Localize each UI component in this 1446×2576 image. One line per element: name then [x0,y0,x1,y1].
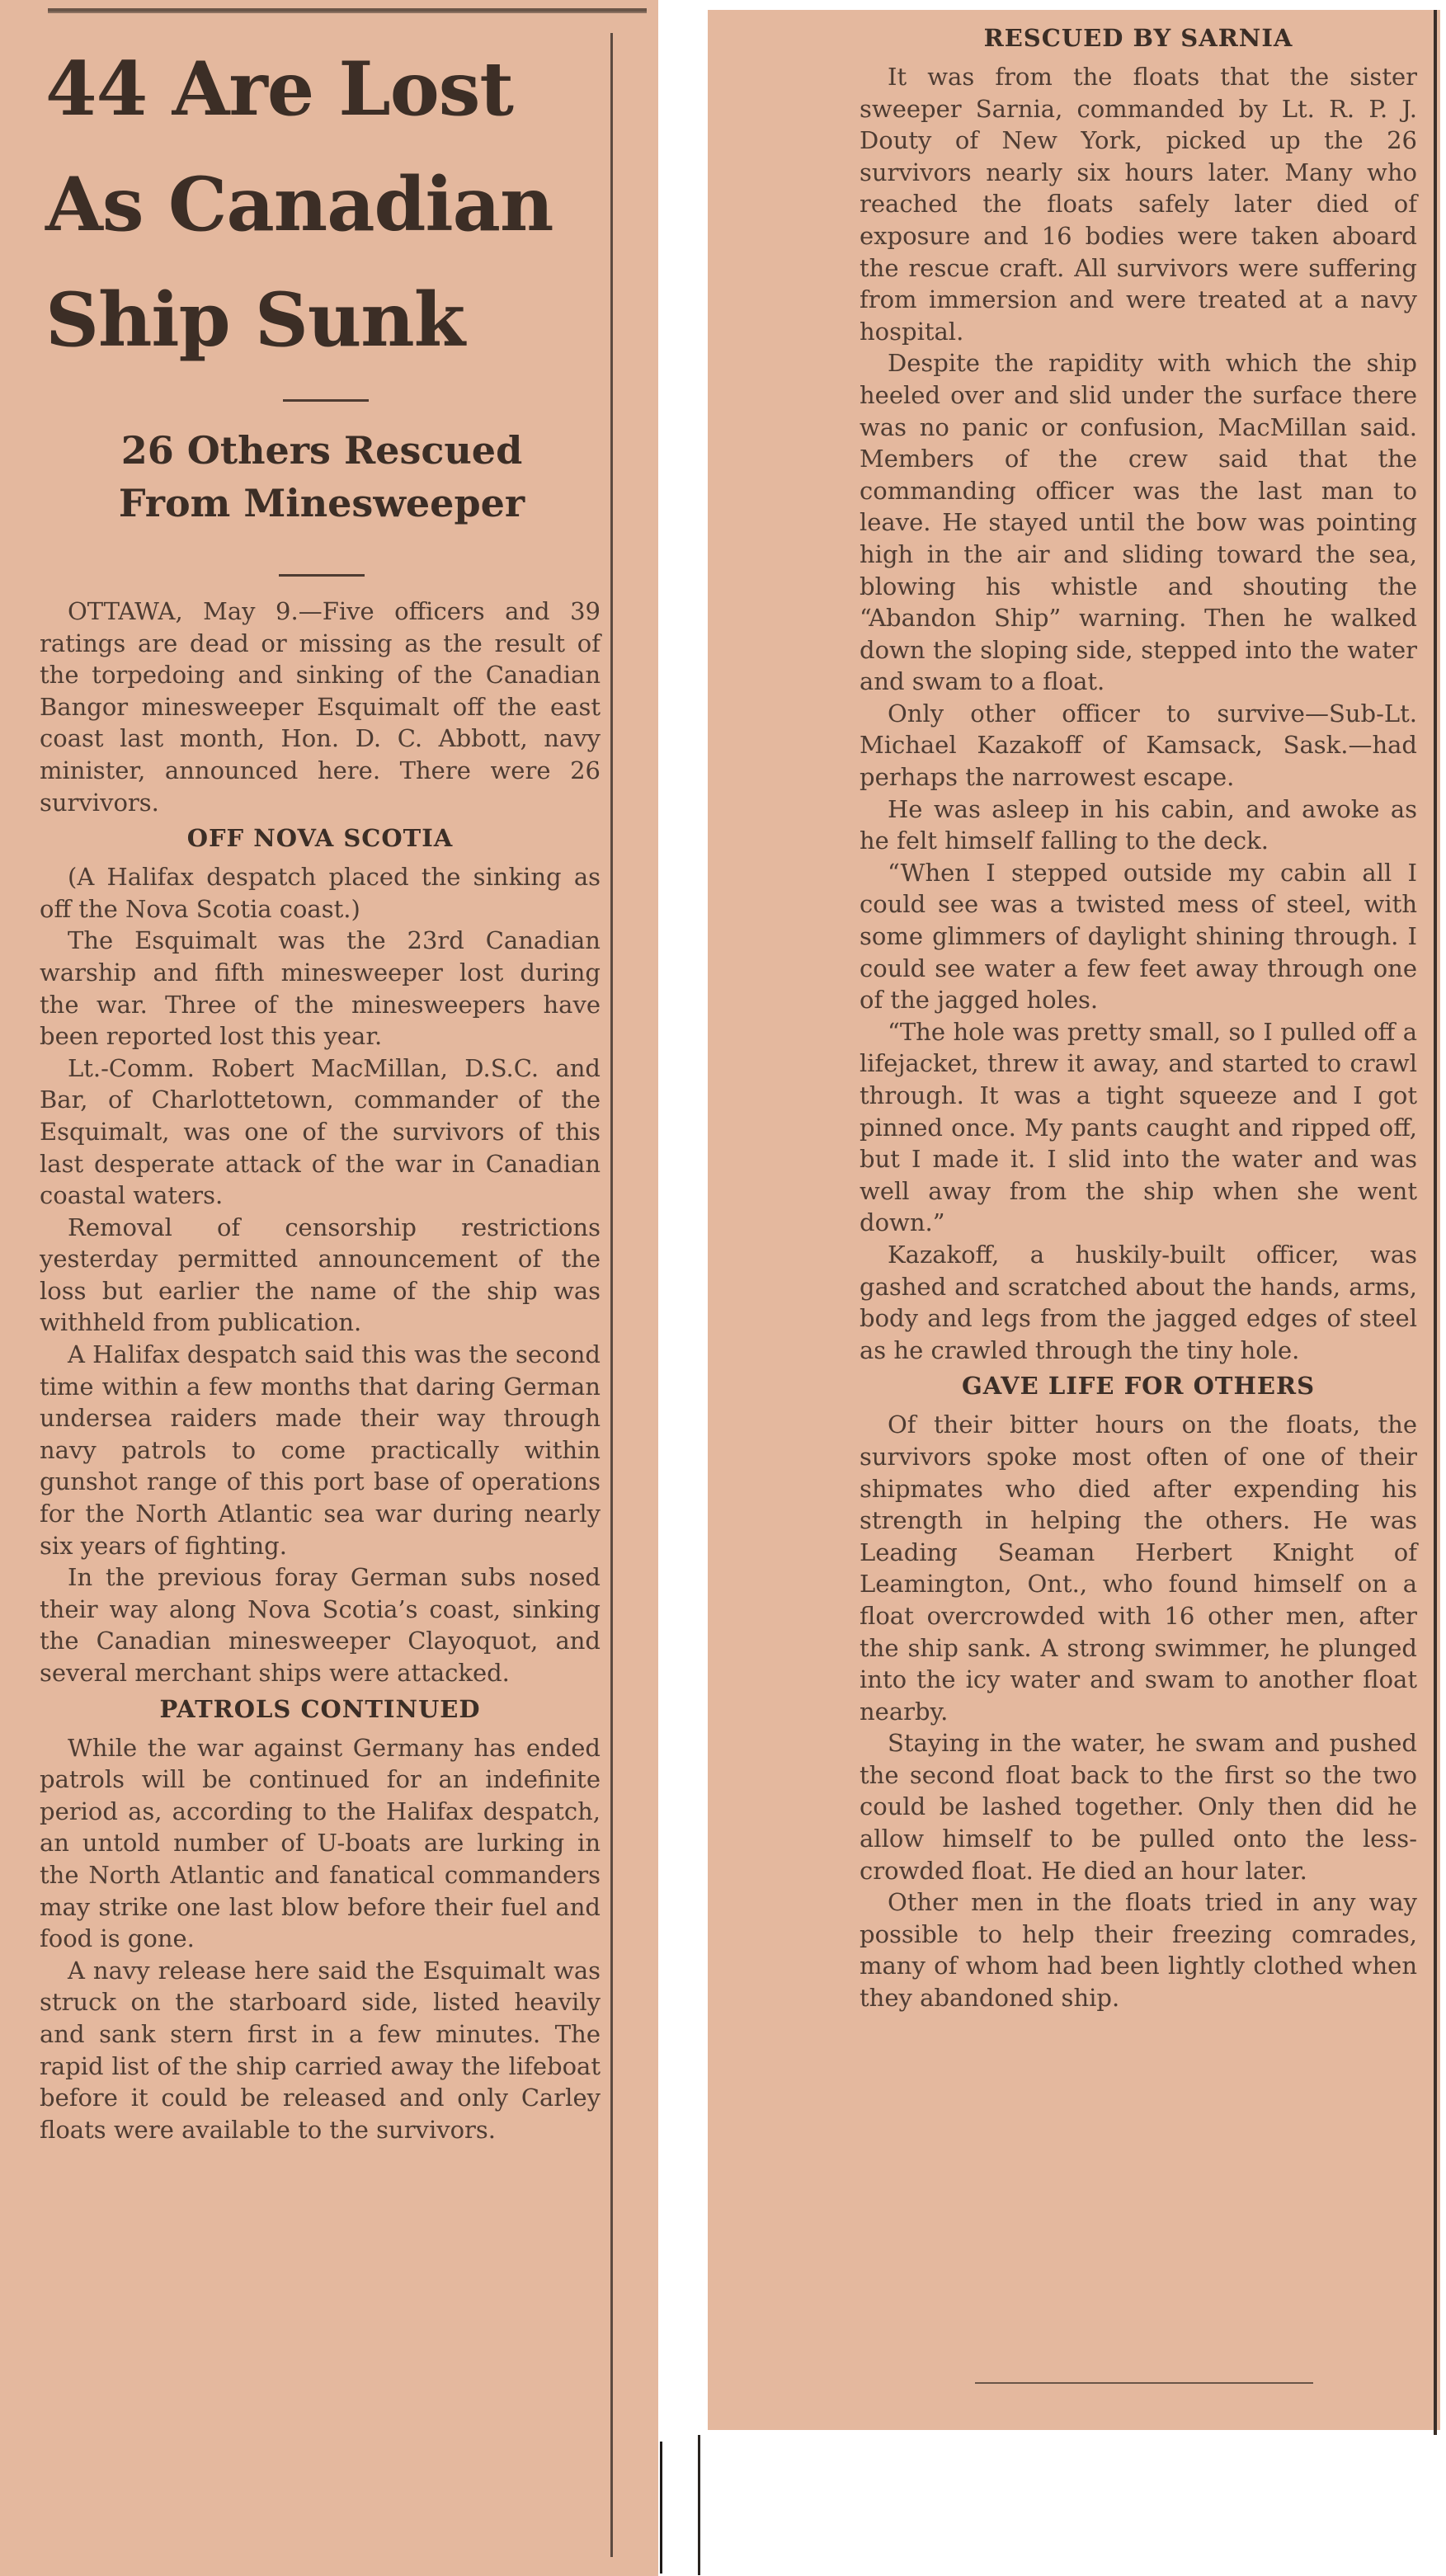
paragraph: Staying in the water, he swam and pushed the second float back to the first so the two could be lashed together. Only then did he allow himself to be pulled onto the less-crowded float. He died an hour later. [860,1729,1417,1885]
headline-line: 44 Are Lost [45,45,513,133]
paragraph: A Halifax despatch said this was the second time within a few months that daring German undersea raiders made their way through navy patrols to come practically within gunshot range of this port base of operations for the North Atlantic sea war during nearly six years of fighting. [40,1340,601,1560]
paragraph: “When I stepped outside my cabin all I could see was a twisted mess of steel, with some glimmers of daylight shining through. I could see water a few feet away through one of the jagged holes. [860,858,1417,1015]
paragraph: Kazakoff, a huskily-built officer, was gashed and scratched about the hands, arms, body and legs from the jagged edges of steel as he crawled through the tiny hole. [860,1240,1417,1364]
article-body-left [40,596,601,2145]
paragraph: OTTAWA, May 9.—Five officers and 39 ratings are dead or missing as the result of the torpedoing and sinking of the Canadian Bangor minesweeper Esquimalt off the east coast last month, Hon. D. C. Abbott, navy minister, announced here. There were 26 survivors. [40,597,601,817]
section-heading: GAVE LIFE FOR OTHERS [961,1372,1316,1401]
paragraph: Removal of censorship restrictions yesterday permitted announcement of the loss but earlier the name of the ship was withheld from publication. [40,1213,601,1337]
paragraph: It was from the floats that the sister sweeper Sarnia, commanded by Lt. R. P. J. Douty of New York, picked up the 26 survivors nearly six hours later. Many who reached the floats safely later died of exposure and 16 bodies were taken aboard the rescue craft. All survivors were suffering from immersion and were treated at a navy hospital. [860,63,1417,346]
paragraph: Only other officer to survive—Sub-Lt. Michael Kazakoff of Kamsack, Sask.—had perhaps the narrowest escape. [860,699,1417,792]
paragraph: Other men in the floats tried in any way possible to help their freezing comrades, many of whom had been lightly clothed when they abandoned ship. [860,1888,1417,2013]
headline-line: As Canadian [45,161,553,248]
paragraph: “The hole was pretty small, so I pulled off a lifejacket, threw it away, and started to crawl through. It was a tight squeeze and I got pinned once. My pants caught and ripped off, but I made it. I slid into the water and was well away from the ship when she went down.” [860,1017,1417,1237]
article-body-right [860,18,1417,2014]
top-rule [48,8,647,13]
section-heading: RESCUED BY SARNIA [983,24,1293,52]
end-rule [975,2382,1313,2384]
paragraph: Of their bitter hours on the floats, the survivors spoke most often of one of their shipmates who died after expending his strength in helping the others. He was Leading Seaman Herbert Knight of Leamington, Ont., who found himself on a float overcrowded with 16 other men, after the ship sank. A strong swimmer, he plunged into the icy water and swam to another float nearby. [860,1410,1417,1726]
paragraph: A navy release here said the Esquimalt was struck on the starboard side, listed heavily and sank stern first in a few minutes. The rapid list of the ship carried away the lifeboat before it could be released and only Carley floats were available to the survivors. [40,1956,601,2144]
paragraph: He was asleep in his cabin, and awoke as he felt himself falling to the deck. [860,794,1417,855]
paragraph: The Esquimalt was the 23rd Canadian warship and fifth minesweeper lost during the war. Three of the minesweepers have been reported lost this year. [40,926,601,1051]
paragraph: Despite the rapidity with which the ship heeled over and slid under the surface there was no panic or confusion, MacMillan said. Members of the crew said that the commanding officer was the last man to leave. He stayed until the bow was pointing high in the air and sliding toward the sea, blowing his whistle and shouting the “Abandon Ship” warning. Then he walked down the sloping side, stepped into the water and swam to a float. [860,349,1417,696]
paragraph: While the war against Germany has ended patrols will be continued for an indefinite period as, according to the Halifax despatch, an untold number of U-boats are lurking in the North Atlantic and fanatical commanders may strike one last blow before their fuel and food is gone. [40,1733,601,1953]
column-divider [610,33,613,2557]
subheadline-line: 26 Others Rescued [120,428,523,473]
divider-rule [283,399,369,402]
section-heading: PATROLS CONTINUED [159,1694,481,1723]
clipping-edge-line [1434,10,1437,2435]
clipping-left [0,0,658,2576]
headline [45,31,615,378]
page-edge-line [698,2435,700,2575]
paragraph: (A Halifax despatch placed the sinking as off the Nova Scotia coast.) [40,863,601,923]
divider-rule [279,574,365,577]
section-heading: OFF NOVA SCOTIA [186,824,454,853]
paragraph: Lt.-Comm. Robert MacMillan, D.S.C. and Bar, of Charlottetown, commander of the Esquimalt, was one of the survivors of this last desperate attack of the war in Canadian coastal waters. [40,1053,601,1210]
subheadline [49,424,594,530]
paragraph: In the previous foray German subs nosed their way along Nova Scotia’s coast, sinking the Canadian minesweeper Clayoquot, and several merchant ships were attacked. [40,1563,601,1687]
fold-shadow-line [660,2442,662,2574]
subheadline-line: From Minesweeper [118,481,525,525]
headline-line: Ship Sunk [45,276,465,364]
